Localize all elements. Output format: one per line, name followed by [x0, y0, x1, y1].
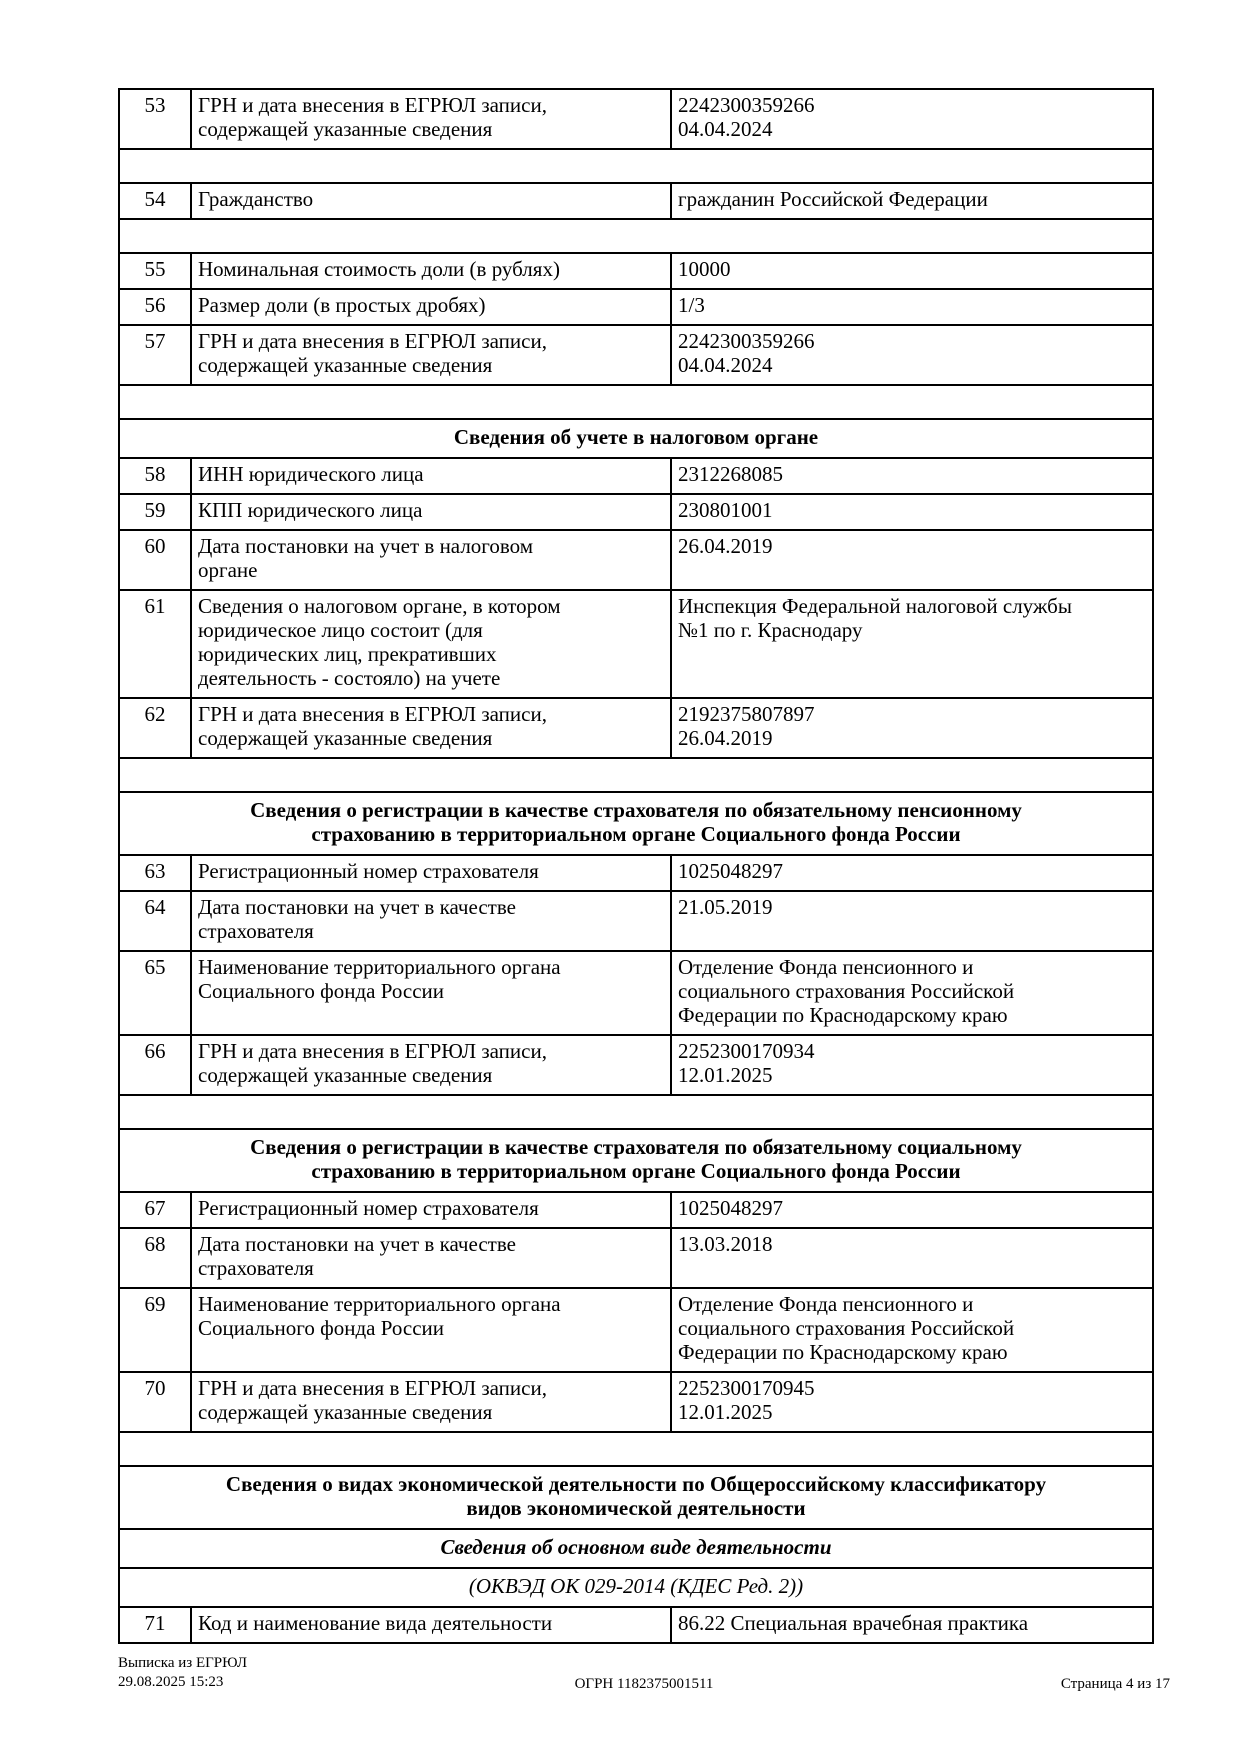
- page-footer: [118, 1654, 1170, 1694]
- table-row: [119, 855, 1153, 891]
- section-header-row: [119, 419, 1153, 458]
- value-line: 04.04.2024: [678, 117, 773, 141]
- section-header-cell: [119, 1529, 1153, 1568]
- row-label-cell: [191, 289, 671, 325]
- row-label-cell: [191, 1228, 671, 1288]
- label-line: содержащей указанные сведения: [198, 1400, 493, 1424]
- row-number-cell: 69: [119, 1288, 191, 1372]
- section-header-line: Сведения об учете в налоговом органе: [453, 425, 819, 449]
- section-header-cell: [119, 1129, 1153, 1192]
- label-line: Дата постановки на учет в качестве: [198, 895, 516, 919]
- row-number-cell: 58: [119, 458, 191, 494]
- spacer-cell: [119, 758, 1153, 792]
- row-number-cell: 60: [119, 530, 191, 590]
- table-row: [119, 1372, 1153, 1432]
- spacer-row: [119, 1432, 1153, 1466]
- value-line: Федерации по Краснодарскому краю: [678, 1003, 1008, 1027]
- label-line: ГРН и дата внесения в ЕГРЮЛ записи,: [198, 93, 547, 117]
- label-line: Номинальная стоимость доли (в рублях): [198, 257, 560, 281]
- label-line: Дата постановки на учет в качестве: [198, 1232, 516, 1256]
- value-line: 13.03.2018: [678, 1232, 773, 1256]
- section-header-line: страхованию в территориальном органе Социального фонда России: [311, 822, 961, 846]
- row-label-cell: [191, 325, 671, 385]
- label-line: органе: [198, 558, 258, 582]
- table-row: [119, 1035, 1153, 1095]
- table-row: [119, 1607, 1153, 1643]
- row-label-cell: [191, 698, 671, 758]
- section-header-row: [119, 1466, 1153, 1529]
- footer-left: [118, 1654, 247, 1692]
- label-line: деятельность - состояло) на учете: [198, 666, 501, 690]
- section-header-row: [119, 792, 1153, 855]
- section-header-line: Сведения об основном виде деятельности: [440, 1535, 832, 1559]
- row-value-cell: [671, 1288, 1153, 1372]
- row-number-cell: 65: [119, 951, 191, 1035]
- label-line: содержащей указанные сведения: [198, 353, 493, 377]
- row-value-cell: [671, 183, 1153, 219]
- row-value-cell: [671, 458, 1153, 494]
- section-header-cell: [119, 1466, 1153, 1529]
- section-header-line: Сведения о регистрации в качестве страхователя по обязательному социальному: [250, 1135, 1022, 1159]
- label-line: юридических лиц, прекративших: [198, 642, 497, 666]
- label-line: Дата постановки на учет в налоговом: [198, 534, 534, 558]
- page-indicator: Страница 4 из 17: [1060, 1676, 1170, 1692]
- label-line: ГРН и дата внесения в ЕГРЮЛ записи,: [198, 329, 547, 353]
- label-line: содержащей указанные сведения: [198, 726, 493, 750]
- label-line: Размер доли (в простых дробях): [198, 293, 486, 317]
- row-label-cell: [191, 183, 671, 219]
- label-line: ГРН и дата внесения в ЕГРЮЛ записи,: [198, 1039, 547, 1063]
- row-label-cell: [191, 1607, 671, 1643]
- row-label-cell: [191, 1288, 671, 1372]
- section-header-line: страхованию в территориальном органе Социального фонда России: [311, 1159, 961, 1183]
- label-line: Социального фонда России: [198, 979, 445, 1003]
- value-line: 86.22 Специальная врачебная практика: [678, 1611, 1029, 1635]
- table-row: [119, 1288, 1153, 1372]
- value-line: 2242300359266: [678, 329, 815, 353]
- spacer-cell: [119, 1095, 1153, 1129]
- table-row: [119, 289, 1153, 325]
- value-line: 2312268085: [678, 462, 783, 486]
- spacer-row: [119, 385, 1153, 419]
- table-row: [119, 458, 1153, 494]
- table-row: [119, 891, 1153, 951]
- section-header-line: Сведения о видах экономической деятельности по Общероссийскому классификатору: [225, 1472, 1047, 1496]
- value-line: 04.04.2024: [678, 353, 773, 377]
- row-label-cell: [191, 458, 671, 494]
- section-header-line: (ОКВЭД ОК 029-2014 (КДЕС Ред. 2)): [468, 1574, 804, 1598]
- table-row: [119, 89, 1153, 149]
- label-line: Наименование территориального органа: [198, 955, 561, 979]
- value-line: Отделение Фонда пенсионного и: [678, 1292, 974, 1316]
- doc-title: Выписка из ЕГРЮЛ: [118, 1655, 247, 1671]
- row-value-cell: [671, 289, 1153, 325]
- row-label-cell: [191, 855, 671, 891]
- label-line: Сведения о налоговом органе, в котором: [198, 594, 561, 618]
- row-label-cell: [191, 590, 671, 698]
- row-number-cell: 64: [119, 891, 191, 951]
- label-line: содержащей указанные сведения: [198, 1063, 493, 1087]
- row-number-cell: 53: [119, 89, 191, 149]
- row-label-cell: [191, 494, 671, 530]
- row-value-cell: [671, 590, 1153, 698]
- row-label-cell: [191, 253, 671, 289]
- spacer-row: [119, 1095, 1153, 1129]
- row-label-cell: [191, 1372, 671, 1432]
- row-value-cell: [671, 494, 1153, 530]
- value-line: 26.04.2019: [678, 726, 773, 750]
- value-line: 1/3: [678, 293, 705, 317]
- row-value-cell: [671, 951, 1153, 1035]
- label-line: ГРН и дата внесения в ЕГРЮЛ записи,: [198, 1376, 547, 1400]
- section-header-cell: [119, 419, 1153, 458]
- section-header-row: [119, 1568, 1153, 1607]
- egrul-table: [118, 88, 1154, 1644]
- section-header-row: [119, 1529, 1153, 1568]
- row-label-cell: [191, 1035, 671, 1095]
- row-value-cell: [671, 1228, 1153, 1288]
- row-value-cell: [671, 1607, 1153, 1643]
- ogrn-label: ОГРН 1182375001511: [574, 1676, 714, 1692]
- value-line: 12.01.2025: [678, 1063, 773, 1087]
- row-value-cell: [671, 530, 1153, 590]
- spacer-row: [119, 219, 1153, 253]
- table-row: [119, 590, 1153, 698]
- row-value-cell: [671, 1192, 1153, 1228]
- row-value-cell: [671, 855, 1153, 891]
- label-line: содержащей указанные сведения: [198, 117, 493, 141]
- label-line: Регистрационный номер страхователя: [198, 859, 539, 883]
- value-line: 2252300170945: [678, 1376, 815, 1400]
- row-label-cell: [191, 89, 671, 149]
- label-line: Наименование территориального органа: [198, 1292, 561, 1316]
- spacer-cell: [119, 385, 1153, 419]
- label-line: страхователя: [198, 919, 314, 943]
- row-value-cell: [671, 325, 1153, 385]
- row-value-cell: [671, 89, 1153, 149]
- row-number-cell: 68: [119, 1228, 191, 1288]
- row-value-cell: [671, 1035, 1153, 1095]
- row-number-cell: 59: [119, 494, 191, 530]
- row-number-cell: 54: [119, 183, 191, 219]
- value-line: 1025048297: [678, 1196, 783, 1220]
- value-line: Инспекция Федеральной налоговой службы: [678, 594, 1072, 618]
- value-line: №1 по г. Краснодару: [678, 618, 863, 642]
- table-row: [119, 183, 1153, 219]
- row-label-cell: [191, 891, 671, 951]
- label-line: страхователя: [198, 1256, 314, 1280]
- table-row: [119, 1192, 1153, 1228]
- table-row: [119, 494, 1153, 530]
- section-header-line: Сведения о регистрации в качестве страхователя по обязательному пенсионному: [250, 798, 1022, 822]
- label-line: Социального фонда России: [198, 1316, 445, 1340]
- row-value-cell: [671, 253, 1153, 289]
- row-value-cell: [671, 1372, 1153, 1432]
- row-number-cell: 70: [119, 1372, 191, 1432]
- value-line: 2252300170934: [678, 1039, 815, 1063]
- row-number-cell: 61: [119, 590, 191, 698]
- label-line: ГРН и дата внесения в ЕГРЮЛ записи,: [198, 702, 547, 726]
- spacer-cell: [119, 219, 1153, 253]
- table-row: [119, 1228, 1153, 1288]
- row-number-cell: 55: [119, 253, 191, 289]
- label-line: Код и наименование вида деятельности: [198, 1611, 553, 1635]
- value-line: гражданин Российской Федерации: [678, 187, 988, 211]
- value-line: 10000: [678, 257, 731, 281]
- egrul-table-body: [119, 89, 1153, 1643]
- row-value-cell: [671, 891, 1153, 951]
- value-line: 2242300359266: [678, 93, 815, 117]
- spacer-cell: [119, 149, 1153, 183]
- table-row: [119, 530, 1153, 590]
- row-number-cell: 56: [119, 289, 191, 325]
- value-line: Отделение Фонда пенсионного и: [678, 955, 974, 979]
- row-number-cell: 57: [119, 325, 191, 385]
- spacer-row: [119, 758, 1153, 792]
- value-line: 21.05.2019: [678, 895, 773, 919]
- label-line: юридическое лицо состоит (для: [198, 618, 483, 642]
- value-line: 230801001: [678, 498, 773, 522]
- label-line: Гражданство: [198, 187, 314, 211]
- table-row: [119, 325, 1153, 385]
- table-row: [119, 698, 1153, 758]
- section-header-cell: [119, 1568, 1153, 1607]
- row-number-cell: 66: [119, 1035, 191, 1095]
- value-line: социального страхования Российской: [678, 979, 1015, 1003]
- row-value-cell: [671, 698, 1153, 758]
- row-label-cell: [191, 951, 671, 1035]
- row-number-cell: 67: [119, 1192, 191, 1228]
- row-label-cell: [191, 1192, 671, 1228]
- value-line: 26.04.2019: [678, 534, 773, 558]
- value-line: Федерации по Краснодарскому краю: [678, 1340, 1008, 1364]
- table-row: [119, 253, 1153, 289]
- label-line: КПП юридического лица: [198, 498, 423, 522]
- row-label-cell: [191, 530, 671, 590]
- export-datetime: 29.08.2025 15:23: [118, 1674, 224, 1690]
- value-line: 2192375807897: [678, 702, 815, 726]
- section-header-row: [119, 1129, 1153, 1192]
- table-row: [119, 951, 1153, 1035]
- section-header-cell: [119, 792, 1153, 855]
- value-line: социального страхования Российской: [678, 1316, 1015, 1340]
- label-line: ИНН юридического лица: [198, 462, 424, 486]
- spacer-cell: [119, 1432, 1153, 1466]
- label-line: Регистрационный номер страхователя: [198, 1196, 539, 1220]
- row-number-cell: 62: [119, 698, 191, 758]
- row-number-cell: 63: [119, 855, 191, 891]
- row-number-cell: 71: [119, 1607, 191, 1643]
- value-line: 12.01.2025: [678, 1400, 773, 1424]
- value-line: 1025048297: [678, 859, 783, 883]
- section-header-line: видов экономической деятельности: [466, 1496, 806, 1520]
- spacer-row: [119, 149, 1153, 183]
